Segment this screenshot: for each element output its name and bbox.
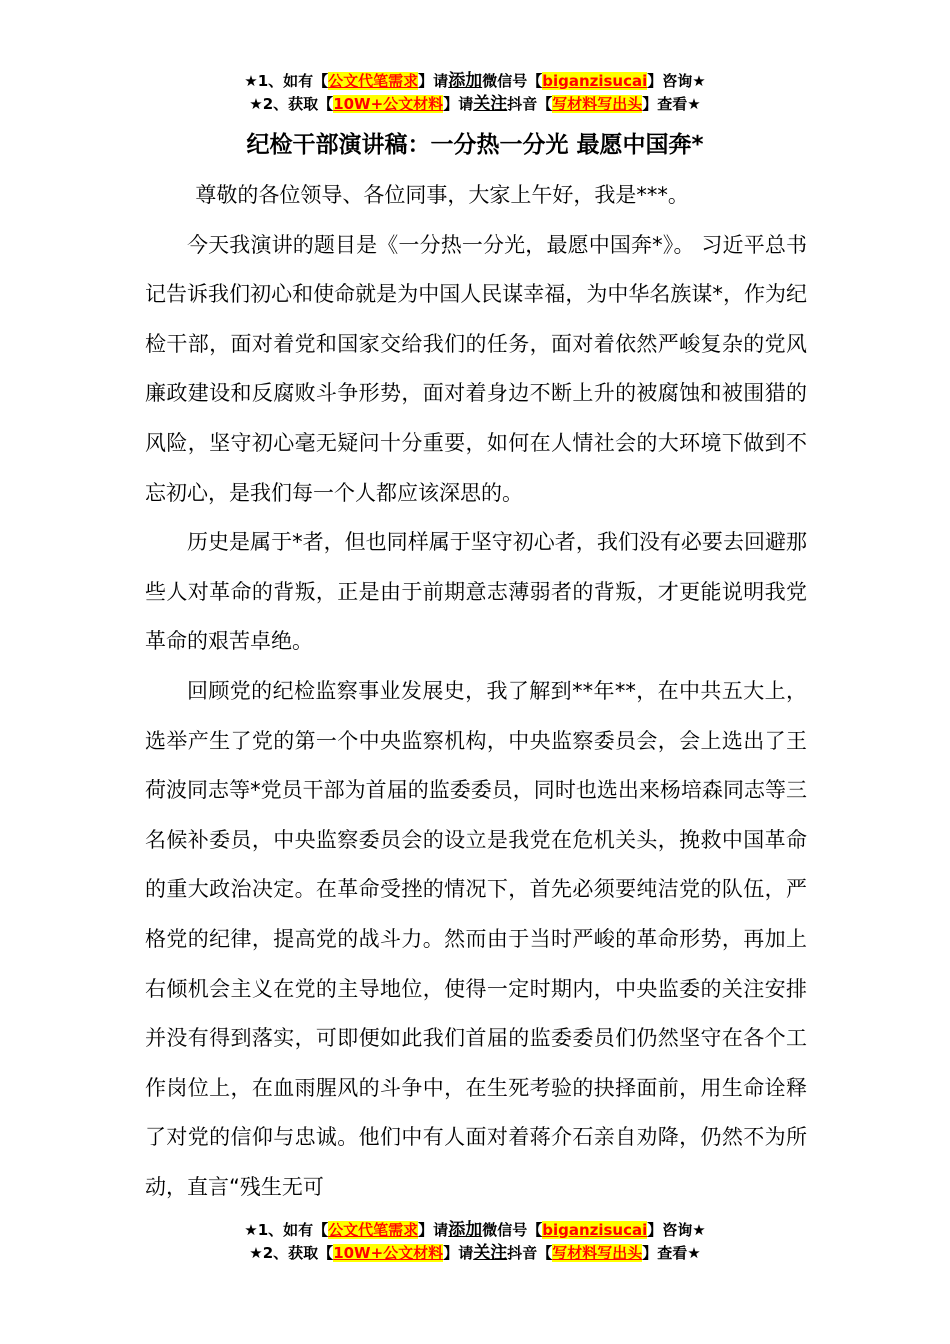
star-icon: ★ <box>244 1221 258 1239</box>
footer-ad-line-1 <box>0 1219 950 1241</box>
ad-highlight-douyin: 写材料写出头 <box>552 1244 643 1262</box>
ad-text: 】查看 <box>642 95 688 113</box>
ad-text: 2、获取【 <box>262 1244 334 1262</box>
ad-text: 】请 <box>418 72 449 90</box>
ad-text: 微信号【 <box>482 72 543 90</box>
star-icon: ★ <box>687 1244 701 1262</box>
paragraph-greeting: 尊敬的各位领导、各位同事，大家上午好，我是***。 <box>195 183 689 207</box>
star-icon: ★ <box>249 95 263 113</box>
paragraph: 今天我演讲的题目是《一分热一分光，最愿中国奔*》。 习近平总书记告诉我们初心和使命就是为中国人民谋幸福，为中华名族谋*，作为纪检干部，面对着党和国家交给我们的任务，面对着依然严峻复杂的党风廉政建设和反腐败斗争形势，面对着身边不断上升的被腐蚀和被围猎的风险，坚守初心毫无疑问十分重要，如何在人情社会的大环境下做到不忘初心，是我们每一个人都应该深思的。 <box>145 232 807 505</box>
star-icon: ★ <box>692 1221 706 1239</box>
footer-ad-line-2 <box>0 1242 950 1264</box>
ad-text: 抖音【 <box>507 95 553 113</box>
ad-text: 】咨询 <box>647 72 693 90</box>
star-icon: ★ <box>244 72 258 90</box>
ad-highlight-service: 公文代笔需求 <box>328 72 419 90</box>
star-icon: ★ <box>692 72 706 90</box>
ad-text: 抖音【 <box>507 1244 553 1262</box>
ad-text: 1、如有【 <box>257 1221 329 1239</box>
header-ad-line-2 <box>0 93 950 115</box>
ad-highlight-douyin: 写材料写出头 <box>552 95 643 113</box>
star-icon: ★ <box>687 95 701 113</box>
ad-text: 】咨询 <box>647 1221 693 1239</box>
ad-text: 】请 <box>418 1221 449 1239</box>
ad-underlined-word: 添加 <box>448 1220 483 1240</box>
ad-highlight-wechat-id: biganzisucai <box>542 1221 648 1239</box>
ad-text: 微信号【 <box>482 1221 543 1239</box>
ad-text: 1、如有【 <box>257 72 329 90</box>
star-icon: ★ <box>249 1244 263 1262</box>
header-ad-line-1 <box>0 70 950 92</box>
ad-underlined-word: 添加 <box>448 71 483 91</box>
ad-highlight-materials: 10W+公文材料 <box>333 95 444 113</box>
ad-text: 】请 <box>443 1244 474 1262</box>
ad-highlight-service: 公文代笔需求 <box>328 1221 419 1239</box>
ad-underlined-word: 关注 <box>473 1243 508 1263</box>
paragraph: 回顾党的纪检监察事业发展史，我了解到**年**，在中共五大上，选举产生了党的第一个中央监察机构，中央监察委员会，会上选出了王荷波同志等*党员干部为首届的监委委员，同时也选出来杨培森同志等三名候补委员，中央监察委员会的设立是我党在危机关头，挽救中国革命的重大政治决定。在革命受挫的情况下，首先必须要纯洁党的队伍，严格党的纪律，提高党的战斗力。然而由于当时严峻的革命形势，再加上右倾机会主义在党的主导地位，使得一定时期内，中央监委的关注安排并没有得到落实，可即便如此我们首届的监委委员们仍然坚守在各个工作岗位上，在血雨腥风的斗争中，在生死考验的抉择面前，用生命诠释了对党的信仰与忠诚。他们中有人面对着蒋介石亲自劝降，仍然不为所动，直言“残生无可 <box>145 678 807 1199</box>
document-title: 纪检干部演讲稿：一分热一分光 最愿中国奔* <box>246 132 704 158</box>
ad-highlight-materials: 10W+公文材料 <box>333 1244 444 1262</box>
ad-underlined-word: 关注 <box>473 94 508 114</box>
paragraph: 历史是属于*者，但也同样属于坚守初心者，我们没有必要去回避那些人对革命的背叛，正是由于前期意志薄弱者的背叛，才更能说明我党革命的艰苦卓绝。 <box>145 530 807 654</box>
ad-text: 】请 <box>443 95 474 113</box>
ad-text: 2、获取【 <box>262 95 334 113</box>
ad-highlight-wechat-id: biganzisucai <box>542 72 648 90</box>
ad-text: 】查看 <box>642 1244 688 1262</box>
document-body <box>145 171 807 1212</box>
